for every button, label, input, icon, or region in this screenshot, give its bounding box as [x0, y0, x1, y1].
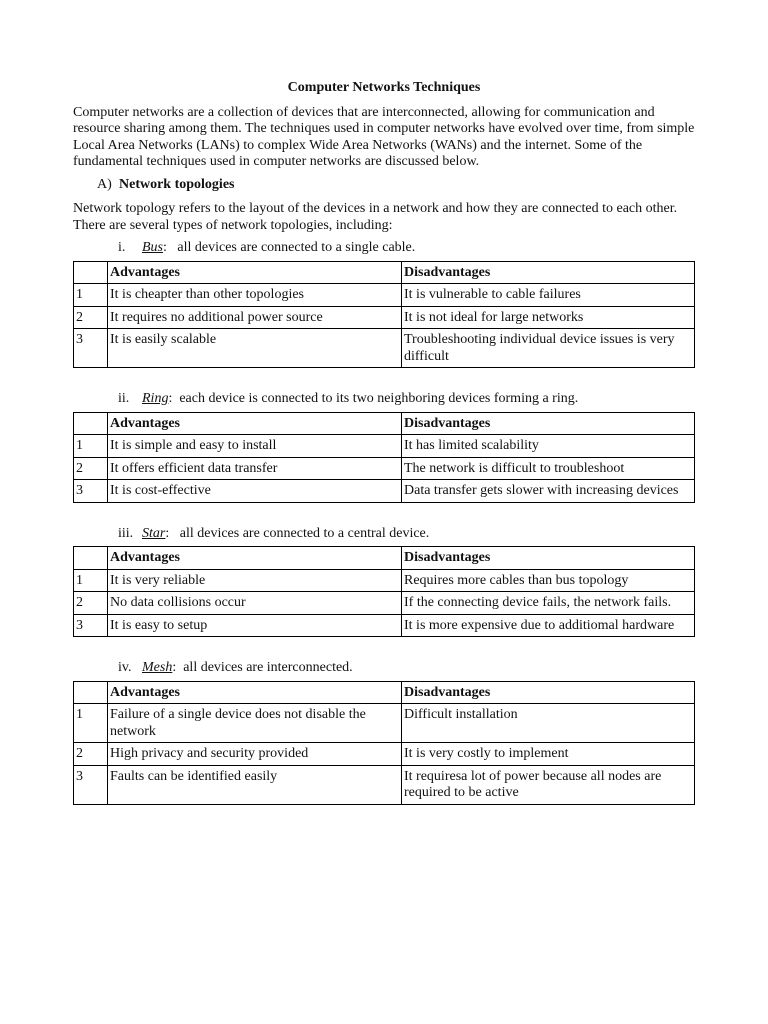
topology-ring-line: ii. Ring: each device is connected to its two neighboring devices forming a ring.: [118, 391, 579, 406]
table-row: [74, 306, 695, 329]
topology-numeral: iii.: [118, 525, 134, 541]
disadvantage-cell: It requiresa lot of power because all nodes are required to be active: [402, 765, 695, 804]
topology-mesh-line: iv. Mesh: all devices are interconnected.: [118, 660, 353, 675]
row-index: 1: [74, 284, 108, 307]
table-row: [74, 614, 695, 637]
disadvantage-cell: It is more expensive due to additiomal hardware: [402, 614, 695, 637]
table-row: [74, 765, 695, 804]
header-cell-advantages: Advantages: [108, 261, 402, 284]
disadvantage-cell: It is very costly to implement: [402, 743, 695, 766]
document-page: [73, 80, 695, 805]
row-index: 3: [74, 480, 108, 503]
table-row: [74, 457, 695, 480]
mesh-table: [73, 681, 695, 805]
star-table: [73, 546, 695, 637]
advantage-cell: High privacy and security provided: [108, 743, 402, 766]
advantage-cell: It is easily scalable: [108, 329, 402, 368]
row-index: 2: [74, 457, 108, 480]
advantage-cell: Failure of a single device does not disable the network: [108, 704, 402, 743]
disadvantage-cell: Difficult installation: [402, 704, 695, 743]
advantage-cell: It is very reliable: [108, 569, 402, 592]
topology-definition: all devices are connected to a single cable.: [177, 240, 416, 255]
table-row: [74, 743, 695, 766]
table-header-row: [74, 412, 695, 435]
header-cell-disadvantages: Disadvantages: [402, 547, 695, 570]
topology-name: Bus: [142, 240, 163, 255]
row-index: 3: [74, 329, 108, 368]
header-cell-advantages: Advantages: [108, 412, 402, 435]
table-row: [74, 704, 695, 743]
topology-name: Star: [142, 525, 166, 541]
table-row: [74, 480, 695, 503]
row-index: 3: [74, 614, 108, 637]
advantage-cell: It requires no additional power source: [108, 306, 402, 329]
advantage-cell: No data collisions occur: [108, 592, 402, 615]
topology-numeral: i.: [118, 240, 126, 255]
row-index: 2: [74, 306, 108, 329]
header-cell-index: [74, 412, 108, 435]
advantage-cell: It is cost-effective: [108, 480, 402, 503]
header-cell-advantages: Advantages: [108, 547, 402, 570]
row-index: 2: [74, 592, 108, 615]
bus-table: [73, 261, 695, 369]
topology-description: Network topology refers to the layout of the devices in a network and how they are connected to each other. There are several types of network topologies, including:: [73, 201, 678, 233]
advantage-cell: It is cheapter than other topologies: [108, 284, 402, 307]
table-header-row: [74, 681, 695, 704]
topology-numeral: iv.: [118, 660, 132, 675]
disadvantage-cell: If the connecting device fails, the network fails.: [402, 592, 695, 615]
topology-numeral: ii.: [118, 391, 130, 406]
topology-star-line: iii. Star: all devices are connected to a central device.: [118, 525, 430, 541]
table-row: [74, 284, 695, 307]
topology-bus-line: i. Bus: all devices are connected to a single cable.: [118, 240, 416, 255]
topology-definition: all devices are interconnected.: [183, 660, 353, 675]
row-index: 1: [74, 569, 108, 592]
disadvantage-cell: It is vulnerable to cable failures: [402, 284, 695, 307]
header-cell-disadvantages: Disadvantages: [402, 261, 695, 284]
document-title: Computer Networks Techniques: [287, 80, 481, 95]
disadvantage-cell: It is not ideal for large networks: [402, 306, 695, 329]
advantage-cell: It is easy to setup: [108, 614, 402, 637]
header-cell-disadvantages: Disadvantages: [402, 681, 695, 704]
disadvantage-cell: Data transfer gets slower with increasing devices: [402, 480, 695, 503]
table-row: [74, 569, 695, 592]
ring-table: [73, 412, 695, 503]
advantage-cell: It is simple and easy to install: [108, 435, 402, 458]
topology-definition: each device is connected to its two neighboring devices forming a ring.: [179, 391, 579, 406]
section-a-title: Network topologies: [119, 176, 235, 192]
disadvantage-cell: It has limited scalability: [402, 435, 695, 458]
header-cell-index: [74, 261, 108, 284]
row-index: 3: [74, 765, 108, 804]
header-cell-index: [74, 547, 108, 570]
header-cell-index: [74, 681, 108, 704]
section-a-label: A): [97, 176, 112, 192]
topology-name: Mesh: [142, 660, 173, 675]
topology-definition: all devices are connected to a central device.: [179, 525, 430, 541]
table-row: [74, 329, 695, 368]
intro-paragraph: Computer networks are a collection of devices that are interconnected, allowing for communication and resource sharing among them. The techniques used in computer networks have evolved over time, from simple Local Area Networks (LANs) to complex Wide Area Networks (WANs) and the internet. Some of the fundamental techniques used in computer networks are discussed below.: [73, 104, 695, 169]
row-index: 1: [74, 435, 108, 458]
advantage-cell: It offers efficient data transfer: [108, 457, 402, 480]
section-a-heading: [97, 177, 695, 194]
table-header-row: [74, 261, 695, 284]
header-cell-advantages: Advantages: [108, 681, 402, 704]
row-index: 2: [74, 743, 108, 766]
table-row: [74, 592, 695, 615]
header-cell-disadvantages: Disadvantages: [402, 412, 695, 435]
disadvantage-cell: Requires more cables than bus topology: [402, 569, 695, 592]
row-index: 1: [74, 704, 108, 743]
topology-name: Ring: [142, 391, 169, 406]
disadvantage-cell: Troubleshooting individual device issues is very difficult: [402, 329, 695, 368]
disadvantage-cell: The network is difficult to troubleshoot: [402, 457, 695, 480]
table-header-row: [74, 547, 695, 570]
advantage-cell: Faults can be identified easily: [108, 765, 402, 804]
table-row: [74, 435, 695, 458]
